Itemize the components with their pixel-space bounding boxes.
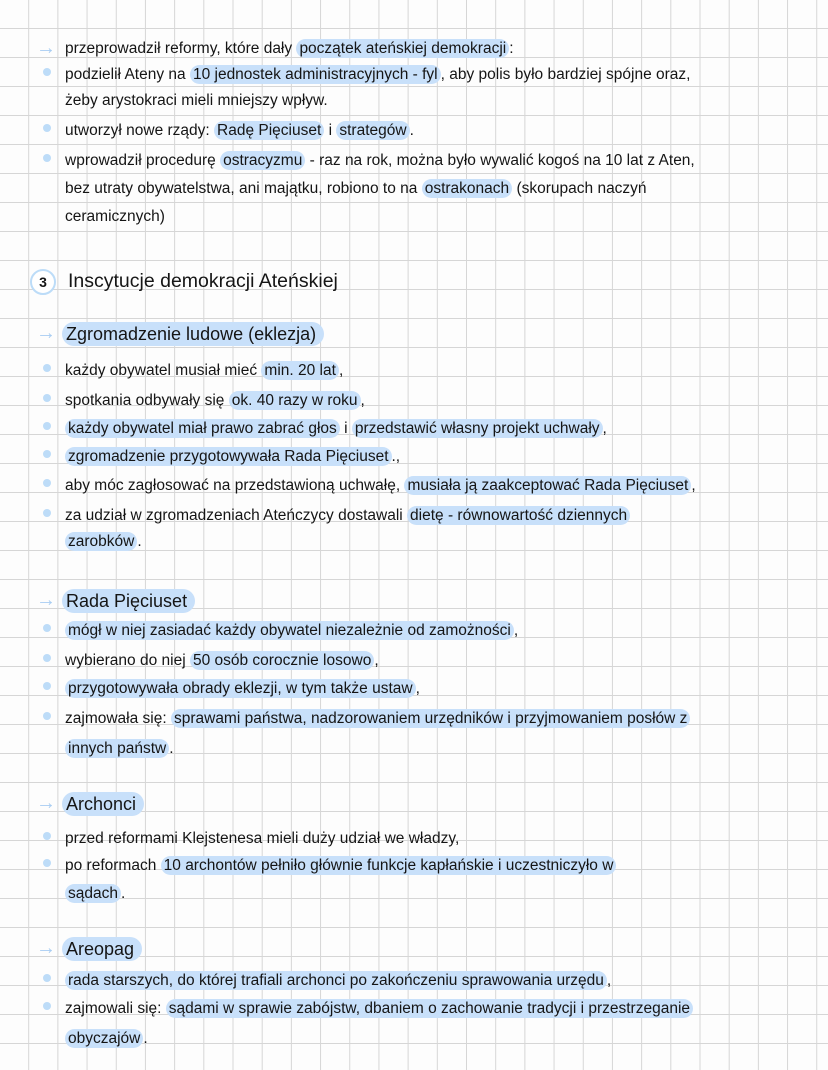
text: (skorupach naczyń <box>512 180 647 197</box>
note-line <box>65 854 616 878</box>
highlighted-text: każdy obywatel miał prawo zabrać głos <box>65 419 340 438</box>
bullet-icon <box>43 1002 51 1010</box>
text: po reformach <box>65 857 161 874</box>
bullet-icon <box>43 974 51 982</box>
bullet-icon <box>43 364 51 372</box>
bullet-icon <box>43 654 51 662</box>
highlighted-text: ostracyzmu <box>220 151 305 170</box>
text: : <box>509 40 514 57</box>
note-line <box>65 504 630 528</box>
note-line <box>65 149 695 173</box>
text: Inscytucje demokracji Ateńskiej <box>68 270 338 292</box>
text: - raz na rok, można było wywalić kogoś na 10 lat z Aten, <box>305 152 695 169</box>
note-line <box>65 205 165 229</box>
text: przeprowadził reformy, które dały <box>65 40 297 57</box>
text: , <box>606 972 612 989</box>
text: , <box>374 652 379 669</box>
bullet-icon <box>43 68 51 76</box>
arrow-icon: → <box>36 322 56 344</box>
highlighted-text: zgromadzenie przygotowywała Rada Pięciuset <box>65 447 392 466</box>
note-line <box>65 1027 148 1051</box>
highlighted-text: ostrakonach <box>422 179 512 198</box>
highlighted-text: Archonci <box>62 792 144 816</box>
text: , <box>602 420 607 437</box>
text: , aby polis było bardziej spójne oraz, <box>440 66 691 83</box>
highlighted-text: obyczajów <box>65 1029 143 1048</box>
text: spotkania odbywały się <box>65 392 229 409</box>
bullet-icon <box>43 422 51 430</box>
highlighted-text: strategów <box>336 121 409 140</box>
note-line <box>65 530 142 554</box>
bullet-icon <box>43 479 51 487</box>
highlighted-text: Areopag <box>62 937 142 961</box>
note-line <box>65 389 365 413</box>
text: zajmowała się: <box>65 710 171 727</box>
bullet-icon <box>43 712 51 720</box>
text: wprowadził procedurę <box>65 152 221 169</box>
text: zajmowali się: <box>65 1000 166 1017</box>
text: . <box>409 122 414 139</box>
text: . <box>143 1030 148 1047</box>
highlighted-text: ok. 40 razy w roku <box>229 391 361 410</box>
note-line <box>65 969 611 993</box>
text: każdy obywatel musiał mieć <box>65 362 262 379</box>
text: , <box>513 622 519 639</box>
text: i <box>339 420 352 437</box>
text: żeby arystokraci mieli mniejszy wpływ. <box>65 92 328 109</box>
highlighted-text: mógł w niej zasiadać każdy obywatel niezależnie od zamożności <box>65 621 514 640</box>
bullet-icon <box>43 509 51 517</box>
arrow-icon: → <box>36 937 56 959</box>
highlighted-text: Radę Pięciuset <box>214 121 324 140</box>
text: wybierano do niej <box>65 652 190 669</box>
text: za udział w zgromadzeniach Ateńczycy dostawali <box>65 507 408 524</box>
text: aby móc zagłosować na przedstawioną uchwałę, <box>65 477 405 494</box>
bullet-icon <box>43 154 51 162</box>
highlighted-text: innych państw <box>65 739 169 758</box>
highlighted-text: 10 jednostek administracyjnych - fyl <box>190 65 441 84</box>
text: ceramicznych) <box>65 208 165 225</box>
note-line <box>65 619 518 643</box>
highlighted-text: zarobków <box>65 532 137 551</box>
note-line <box>65 707 690 731</box>
note-line <box>65 649 379 673</box>
note-line <box>65 89 328 113</box>
text: bez utraty obywatelstwa, ani majątku, robiono to na <box>65 180 422 197</box>
highlighted-text: przedstawić własny projekt uchwały <box>352 419 603 438</box>
highlighted-text: początek ateńskiej demokracji <box>296 39 509 58</box>
note-line <box>65 63 691 87</box>
bullet-icon <box>43 832 51 840</box>
text: , <box>338 362 344 379</box>
text: , <box>415 680 420 697</box>
text: przed reformami Klejstenesa mieli duży udział we władzy, <box>65 830 460 847</box>
highlighted-text: sądami w sprawie zabójstw, dbaniem o zachowanie tradycji i przestrzeganie <box>166 999 693 1018</box>
note-line <box>65 827 459 851</box>
subheading <box>62 937 142 961</box>
section-heading <box>68 269 338 293</box>
text: , <box>360 392 365 409</box>
bullet-icon <box>43 859 51 867</box>
highlighted-text: przygotowywała obrady eklezji, w tym także ustaw <box>65 679 416 698</box>
highlighted-text: sprawami państwa, nadzorowaniem urzędników i przyjmowaniem posłów z <box>171 709 690 728</box>
note-line <box>65 882 125 906</box>
text: ., <box>391 448 401 465</box>
note-line <box>65 417 607 441</box>
note-line <box>65 119 414 143</box>
bullet-icon <box>43 450 51 458</box>
text: i <box>324 122 337 139</box>
highlighted-text: 10 archontów pełniło głównie funkcje kapłańskie i uczestniczyło w <box>161 856 617 875</box>
subheading <box>62 322 324 346</box>
text: utworzył nowe rządy: <box>65 122 215 139</box>
arrow-icon: → <box>36 37 56 59</box>
note-line <box>65 445 400 469</box>
highlighted-text: sądach <box>65 884 121 903</box>
subheading <box>62 792 144 816</box>
note-line <box>65 474 696 498</box>
highlighted-text: musiała ją zaakceptować Rada Pięciuset <box>404 476 691 495</box>
bullet-icon <box>43 624 51 632</box>
note-line <box>65 177 647 201</box>
highlighted-text: dietę - równowartość dziennych <box>407 506 630 525</box>
note-line <box>65 997 693 1021</box>
highlighted-text: Rada Pięciuset <box>62 589 195 613</box>
highlighted-text: min. 20 lat <box>261 361 339 380</box>
highlighted-text: 50 osób corocznie losowo <box>190 651 374 670</box>
note-line <box>65 359 343 383</box>
text: podzielił Ateny na <box>65 66 190 83</box>
note-line <box>65 37 514 61</box>
bullet-icon <box>43 124 51 132</box>
text: , <box>691 477 696 494</box>
text: . <box>137 533 142 550</box>
section-number: 3 <box>30 269 56 295</box>
highlighted-text: rada starszych, do której trafiali archonci po zakończeniu sprawowania urzędu <box>65 971 607 990</box>
note-line <box>65 737 174 761</box>
bullet-icon <box>43 682 51 690</box>
subheading <box>62 589 195 613</box>
arrow-icon: → <box>36 589 56 611</box>
highlighted-text: Zgromadzenie ludowe (eklezja) <box>62 322 324 346</box>
note-line <box>65 677 420 701</box>
bullet-icon <box>43 394 51 402</box>
text: . <box>169 740 174 757</box>
arrow-icon: → <box>36 792 56 814</box>
text: . <box>120 885 126 902</box>
